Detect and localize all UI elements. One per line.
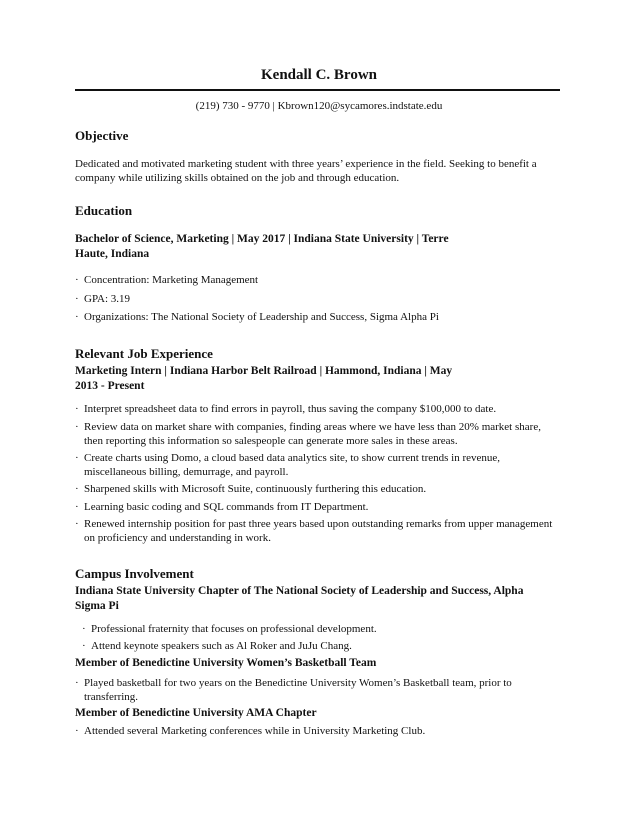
- campus-group-title: Member of Benedictine University Women’s Basketball Team: [75, 657, 377, 669]
- contact-line: (219) 730 - 9770 | Kbrown120@sycamores.indstate.edu: [195, 100, 443, 112]
- bullet: ·: [75, 725, 79, 737]
- experience-item: [75, 451, 555, 479]
- campus-item-text: Played basketball for two years on the Benedictine University Women’s Basketball team, prior to transferring.: [84, 677, 512, 703]
- bullet: ·: [75, 421, 79, 433]
- education-item: [75, 273, 555, 287]
- experience-item: [75, 482, 555, 496]
- education-item-text: Organizations: The National Society of Leadership and Success, Sigma Alpha Pi: [84, 311, 439, 323]
- experience-heading: Relevant Job Experience: [75, 346, 213, 361]
- bullet: ·: [75, 293, 79, 305]
- experience-item-text: Create charts using Domo, a cloud based data analytics site, to show current trends in revenue, miscellaneous billing, demurrage, and payroll.: [84, 452, 501, 478]
- campus-group-title: Member of Benedictine University AMA Chapter: [75, 707, 317, 719]
- campus-item-text: Attended several Marketing conferences while in University Marketing Club.: [84, 725, 426, 737]
- experience-item-text: Interpret spreadsheet data to find errors in payroll, thus saving the company $100,000 to date.: [84, 403, 497, 415]
- campus-heading: Campus Involvement: [75, 566, 194, 581]
- objective-text: Dedicated and motivated marketing student with three years’ experience in the field. Seeking to benefit a company while utilizing skills obtained on the job and through education.: [75, 158, 537, 184]
- header-divider: [75, 89, 560, 91]
- experience-item-text: Learning basic coding and SQL commands from IT Department.: [84, 501, 369, 513]
- campus-item: [75, 724, 555, 738]
- education-item-text: GPA: 3.19: [84, 293, 131, 305]
- experience-item: [75, 517, 555, 545]
- experience-position: Marketing Intern | Indiana Harbor Belt Railroad | Hammond, Indiana | May 2013 - Present: [75, 365, 453, 392]
- experience-item: [75, 420, 555, 448]
- bullet: ·: [75, 452, 79, 464]
- bullet: ·: [75, 483, 79, 495]
- campus-group-title: Indiana State University Chapter of The National Society of Leadership and Success, Alpha Sigma Pi: [75, 585, 524, 612]
- campus-item-text: Professional fraternity that focuses on professional development.: [91, 623, 377, 635]
- objective-heading: Objective: [75, 128, 129, 143]
- education-item: [75, 292, 555, 306]
- experience-item-text: Review data on market share with companies, finding areas where we have less than 20% market share, then reporting this information so salespeople can generate more sales in these areas.: [84, 421, 541, 447]
- campus-item: [75, 676, 555, 704]
- education-degree: Bachelor of Science, Marketing | May 2017 | Indiana State University | Terre Haute, Indiana: [75, 233, 449, 260]
- education-item-text: Concentration: Marketing Management: [84, 274, 259, 286]
- campus-item: [82, 639, 552, 653]
- bullet: ·: [75, 274, 79, 286]
- bullet: ·: [75, 677, 79, 689]
- experience-item-text: Sharpened skills with Microsoft Suite, continuously furthering this education.: [84, 483, 427, 495]
- education-heading: Education: [75, 203, 133, 218]
- bullet: ·: [75, 518, 79, 530]
- education-item: [75, 310, 555, 324]
- campus-item: [82, 622, 552, 636]
- bullet: ·: [82, 640, 86, 652]
- bullet: ·: [75, 311, 79, 323]
- bullet: ·: [82, 623, 86, 635]
- bullet: ·: [75, 501, 79, 513]
- resume-name: Kendall C. Brown: [261, 67, 377, 83]
- experience-item-text: Renewed internship position for past three years based upon outstanding remarks from upper management on proficiency and understanding in work.: [84, 518, 553, 544]
- campus-item-text: Attend keynote speakers such as Al Roker and JuJu Chang.: [91, 640, 352, 652]
- experience-item: [75, 500, 555, 514]
- experience-item: [75, 402, 555, 416]
- bullet: ·: [75, 403, 79, 415]
